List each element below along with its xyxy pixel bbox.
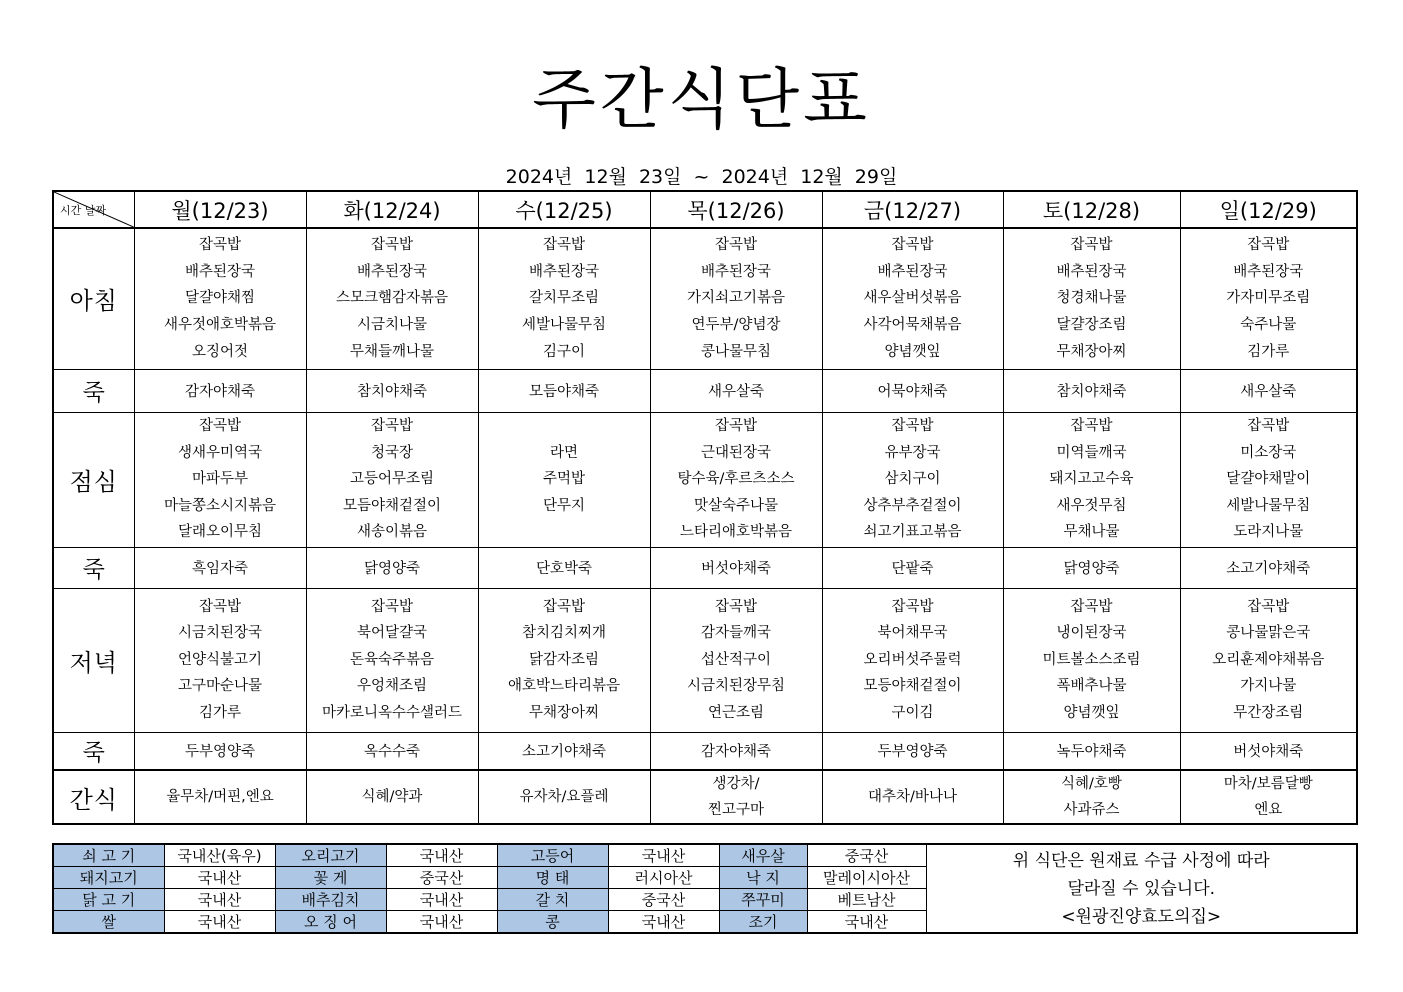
menu-item: 참치김치찌개: [521, 625, 607, 642]
menu-item: 시금치된장무침: [686, 678, 786, 695]
menu-item: 가자미무조림: [1226, 290, 1311, 307]
menu-item: 잡곡밥: [542, 598, 586, 615]
menu-item: 섭산적구이: [700, 651, 772, 668]
lunch-row: [53, 412, 1357, 547]
corner-date-label: 날짜: [84, 204, 107, 217]
porridge-item: 단호박죽: [478, 547, 650, 588]
menu-item: 식혜/약과: [361, 789, 423, 805]
day-header-row: [53, 191, 1357, 228]
lunch-cell: [478, 412, 650, 547]
menu-item: 잡곡밥: [1247, 237, 1290, 254]
menu-item: 잡곡밥: [891, 418, 934, 435]
origin-food: 고등어: [497, 844, 608, 867]
menu-item: 모등야채겉절이: [863, 678, 962, 695]
menu-item: 닭감자조림: [528, 651, 600, 668]
breakfast-cell: [1003, 228, 1180, 369]
porridge-row: [53, 369, 1357, 412]
origin-country: 베트남산: [807, 889, 926, 911]
menu-item: 양념깻잎: [884, 343, 941, 360]
lunch-cell: [134, 412, 306, 547]
breakfast-cell: [822, 228, 1003, 369]
lunch-label: 점심: [53, 412, 134, 547]
menu-item: 무채나물: [1063, 524, 1120, 541]
menu-item: 무채장아찌: [1056, 343, 1127, 360]
origin-country: 중국산: [386, 867, 497, 889]
menu-item: 구이김: [891, 704, 934, 721]
porridge-item: 버섯야채죽: [1180, 732, 1357, 770]
menu-item: 잡곡밥: [198, 418, 242, 435]
breakfast-label: 아침: [53, 228, 134, 369]
menu-item: 오리버섯주물럭: [863, 651, 962, 668]
note-line: <원광진양효도의집>: [1061, 906, 1222, 927]
porridge-item: 어묵야채죽: [822, 369, 1003, 412]
menu-item: 배추된장국: [877, 263, 948, 280]
day-header: 토(12/28): [1003, 191, 1180, 228]
origin-food: 돼지고기: [53, 867, 164, 889]
menu-item: 잡곡밥: [1247, 418, 1290, 435]
origin-country: 국내산: [608, 844, 719, 867]
menu-item: 잡곡밥: [1247, 598, 1290, 615]
menu-item: 배추된장국: [1056, 263, 1127, 280]
menu-item: 잡곡밥: [198, 237, 242, 254]
porridge-item: 닭영양죽: [1003, 547, 1180, 588]
dinner-cell: [478, 588, 650, 732]
origin-food: 갈 치: [497, 889, 608, 911]
menu-item: 무채장아찌: [528, 704, 600, 721]
porridge-item: 두부영양죽: [134, 732, 306, 770]
menu-item: 찐고구마: [707, 802, 765, 818]
menu-item: 생강차/: [712, 776, 760, 792]
porridge-label: 죽: [53, 369, 134, 412]
menu-item: 엔요: [1254, 802, 1283, 818]
origin-food: 배추김치: [275, 889, 386, 911]
snack-cell: [1003, 770, 1180, 824]
menu-item: 고구마순나물: [177, 678, 263, 695]
origin-food: 쌀: [53, 911, 164, 934]
lunch-cell: [822, 412, 1003, 547]
menu-item: 돈육숙주볶음: [349, 651, 435, 668]
day-header: 목(12/26): [650, 191, 822, 228]
menu-item: 냉이된장국: [1056, 625, 1127, 642]
menu-item: 삼치구이: [884, 471, 941, 488]
origin-food: 콩: [497, 911, 608, 934]
porridge-item: 모듬야채죽: [478, 369, 650, 412]
menu-item: 북어달걀국: [356, 625, 428, 642]
menu-item: 미트볼소스조림: [1042, 651, 1141, 668]
breakfast-row: [53, 228, 1357, 369]
dinner-label: 저녁: [53, 588, 134, 732]
dinner-cell: [822, 588, 1003, 732]
menu-item: 잡곡밥: [370, 418, 414, 435]
lunch-cell: [650, 412, 822, 547]
menu-item: 시금치된장국: [177, 625, 263, 642]
origin-country: 국내산(육우): [164, 844, 275, 867]
menu-item: 생새우미역국: [177, 444, 263, 461]
menu-item: 도라지나물: [1233, 524, 1304, 541]
menu-item: 잡곡밥: [1070, 598, 1113, 615]
page-title: 주간식단표: [532, 61, 871, 138]
porridge-item: 두부영양죽: [822, 732, 1003, 770]
porridge-item: 참치야채죽: [1003, 369, 1180, 412]
menu-item: 가지쇠고기볶음: [686, 290, 786, 307]
snack-cell: [134, 770, 306, 824]
porridge-item: 흑임자죽: [134, 547, 306, 588]
menu-item: 세발나물무침: [1226, 497, 1311, 514]
menu-item: 무간장조림: [1233, 704, 1304, 721]
lunch-cell: [306, 412, 478, 547]
origin-country: 국내산: [164, 911, 275, 934]
menu-item: 스모크햄감자볶음: [335, 290, 449, 307]
lunch-cell: [1180, 412, 1357, 547]
origin-food: 낙 지: [719, 867, 807, 889]
menu-item: 배추된장국: [184, 263, 256, 280]
menu-item: 맛살숙주나물: [693, 497, 779, 514]
breakfast-cell: [306, 228, 478, 369]
menu-item: 새우살버섯볶음: [863, 290, 962, 307]
menu-item: 잡곡밥: [198, 598, 242, 615]
menu-item: 돼지고고수육: [1049, 471, 1134, 488]
menu-item: 달걀장조림: [1056, 317, 1127, 334]
breakfast-cell: [134, 228, 306, 369]
origin-food: 오리고기: [275, 844, 386, 867]
menu-item: 오징어젓: [191, 343, 249, 360]
menu-item: 식혜/호빵: [1061, 776, 1122, 792]
porridge-item: 버섯야채죽: [650, 547, 822, 588]
menu-item: 감자들깨국: [700, 625, 772, 642]
porridge-item: 단팥죽: [822, 547, 1003, 588]
origin-country: 말레이시아산: [807, 867, 926, 889]
menu-item: 새송이볶음: [356, 524, 428, 541]
menu-item: 마늘쫑소시지볶음: [163, 497, 277, 514]
menu-item: 잡곡밥: [714, 237, 758, 254]
menu-item: 콩나물맑은국: [1226, 625, 1311, 642]
menu-item: 양념깻잎: [1063, 704, 1120, 721]
porridge-label: 죽: [53, 732, 134, 770]
menu-item: 새우젓애호박볶음: [163, 317, 277, 334]
menu-item: 배추된장국: [356, 263, 428, 280]
note-line: 달라질 수 있습니다.: [1067, 878, 1216, 899]
dinner-cell: [650, 588, 822, 732]
porridge-item: 감자야채죽: [650, 732, 822, 770]
menu-item: 김구이: [542, 343, 586, 360]
snack-cell: [822, 770, 1003, 824]
day-header: 금(12/27): [822, 191, 1003, 228]
menu-item: 유부장국: [884, 444, 941, 461]
dinner-cell: [306, 588, 478, 732]
menu-item: 마카로니옥수수샐러드: [321, 704, 463, 721]
menu-item: 잡곡밥: [714, 598, 758, 615]
porridge-item: 소고기야채죽: [478, 732, 650, 770]
menu-item: 세발나물무침: [521, 317, 607, 334]
origin-country: 국내산: [608, 911, 719, 934]
menu-item: 마차/보름달빵: [1223, 776, 1313, 792]
menu-item: 달걀야채말이: [1226, 471, 1311, 488]
note-line: 위 식단은 원재료 수급 사정에 따라: [1012, 850, 1270, 871]
menu-item: 폭배추나물: [1056, 678, 1127, 695]
menu-item: 무채들깨나물: [349, 343, 435, 360]
snack-cell: [478, 770, 650, 824]
menu-item: 새우젓무침: [1056, 497, 1127, 514]
menu-item: 근대된장국: [700, 444, 772, 461]
breakfast-cell: [650, 228, 822, 369]
origin-country: 국내산: [386, 889, 497, 911]
snack-cell: [1180, 770, 1357, 824]
menu-item: 대추차/바나나: [868, 789, 957, 805]
corner-time-label: 시간: [60, 204, 82, 217]
snack-cell: [306, 770, 478, 824]
menu-item: 김가루: [1247, 343, 1290, 360]
menu-item: 율무차/머핀,엔요: [166, 789, 274, 805]
day-header: 일(12/29): [1180, 191, 1357, 228]
menu-item: 청국장: [370, 444, 414, 461]
origin-row: [53, 844, 1357, 867]
menu-item: 모듬야채겉절이: [342, 497, 442, 514]
origin-food: 닭 고 기: [53, 889, 164, 911]
menu-item: 언양식불고기: [177, 651, 263, 668]
origin-country: 국내산: [164, 889, 275, 911]
menu-item: 콩나물무침: [700, 343, 772, 360]
dinner-cell: [134, 588, 306, 732]
menu-item: 유자차/요플레: [519, 789, 609, 805]
origin-country: 러시아산: [608, 867, 719, 889]
day-header: 화(12/24): [306, 191, 478, 228]
menu-item: 잡곡밥: [542, 237, 586, 254]
menu-item: 김가루: [198, 704, 242, 721]
porridge-item: 옥수수죽: [306, 732, 478, 770]
origin-food: 명 태: [497, 867, 608, 889]
porridge-item: 소고기야채죽: [1180, 547, 1357, 588]
menu-item: 달걀야채찜: [184, 290, 256, 307]
origin-food: 조기: [719, 911, 807, 934]
menu-item: 잡곡밥: [891, 598, 934, 615]
menu-item: 배추된장국: [700, 263, 772, 280]
menu-item: 느타리애호박볶음: [679, 524, 793, 541]
porridge-label: 죽: [53, 547, 134, 588]
menu-item: 잡곡밥: [370, 598, 414, 615]
porridge-item: 닭영양죽: [306, 547, 478, 588]
day-header: 수(12/25): [478, 191, 650, 228]
menu-item: 잡곡밥: [1070, 237, 1113, 254]
origin-country: 국내산: [386, 911, 497, 934]
snack-row: [53, 770, 1357, 824]
menu-item: 숙주나물: [1240, 317, 1297, 334]
menu-item: 우엉채조림: [356, 678, 428, 695]
menu-item: 미소장국: [1240, 444, 1297, 461]
menu-item: 오리훈제야채볶음: [1212, 651, 1325, 668]
menu-item: 연두부/양념장: [691, 317, 781, 334]
menu-item: 상추부추겉절이: [863, 497, 962, 514]
porridge-item: 새우살죽: [1180, 369, 1357, 412]
menu-item: 시금치나물: [356, 317, 428, 334]
origin-country: 국내산: [386, 844, 497, 867]
origin-food: 쇠 고 기: [53, 844, 164, 867]
corner-cell: [53, 191, 134, 228]
menu-item: 배추된장국: [1233, 263, 1304, 280]
porridge-row: [53, 547, 1357, 588]
menu-item: 단무지: [542, 497, 586, 514]
menu-item: 배추된장국: [528, 263, 600, 280]
lunch-cell: [1003, 412, 1180, 547]
menu-item: 쇠고기표고볶음: [863, 524, 962, 541]
origin-food: 오 징 어: [275, 911, 386, 934]
origin-country: 국내산: [807, 911, 926, 934]
menu-item: 탕수육/후르츠소스: [677, 471, 795, 488]
menu-item: 북어채무국: [877, 625, 948, 642]
menu-item: 고등어무조림: [349, 471, 435, 488]
snack-cell: [650, 770, 822, 824]
origin-food: 쭈꾸미: [719, 889, 807, 911]
origin-food: 꽃 게: [275, 867, 386, 889]
porridge-item: 녹두야채죽: [1003, 732, 1180, 770]
origin-food: 새우살: [719, 844, 807, 867]
menu-item: 사과쥬스: [1063, 802, 1120, 818]
menu-item: 잡곡밥: [370, 237, 414, 254]
dinner-cell: [1003, 588, 1180, 732]
origin-country: 중국산: [608, 889, 719, 911]
menu-item: 주먹밥: [542, 471, 586, 488]
snack-label: 간식: [53, 770, 134, 824]
menu-item: 갈치무조림: [528, 290, 600, 307]
menu-item: 달래오이무침: [177, 524, 263, 541]
porridge-row: [53, 732, 1357, 770]
menu-item: 가지나물: [1240, 678, 1297, 695]
porridge-item: 새우살죽: [650, 369, 822, 412]
origin-table: [52, 843, 1358, 934]
menu-item: 잡곡밥: [1070, 418, 1113, 435]
menu-item: 애호박느타리볶음: [507, 678, 621, 695]
origin-country: 국내산: [164, 867, 275, 889]
dinner-row: [53, 588, 1357, 732]
breakfast-cell: [1180, 228, 1357, 369]
menu-period: 2024년 12월 23일 ~ 2024년 12월 29일: [505, 166, 898, 188]
origin-note: [926, 844, 1357, 933]
menu-item: 미역들깨국: [1056, 444, 1127, 461]
day-header: 월(12/23): [134, 191, 306, 228]
menu-item: 사각어묵채볶음: [863, 317, 962, 334]
origin-country: 중국산: [807, 844, 926, 867]
porridge-item: 감자야채죽: [134, 369, 306, 412]
menu-item: 청경채나물: [1056, 290, 1127, 307]
dinner-cell: [1180, 588, 1357, 732]
weekly-menu-table: [52, 190, 1358, 825]
menu-item: 라면: [549, 444, 578, 461]
menu-item: 잡곡밥: [891, 237, 934, 254]
menu-item: 연근조림: [707, 704, 765, 721]
breakfast-cell: [478, 228, 650, 369]
porridge-item: 참치야채죽: [306, 369, 478, 412]
menu-item: 마파두부: [191, 471, 249, 488]
menu-item: 잡곡밥: [714, 418, 758, 435]
